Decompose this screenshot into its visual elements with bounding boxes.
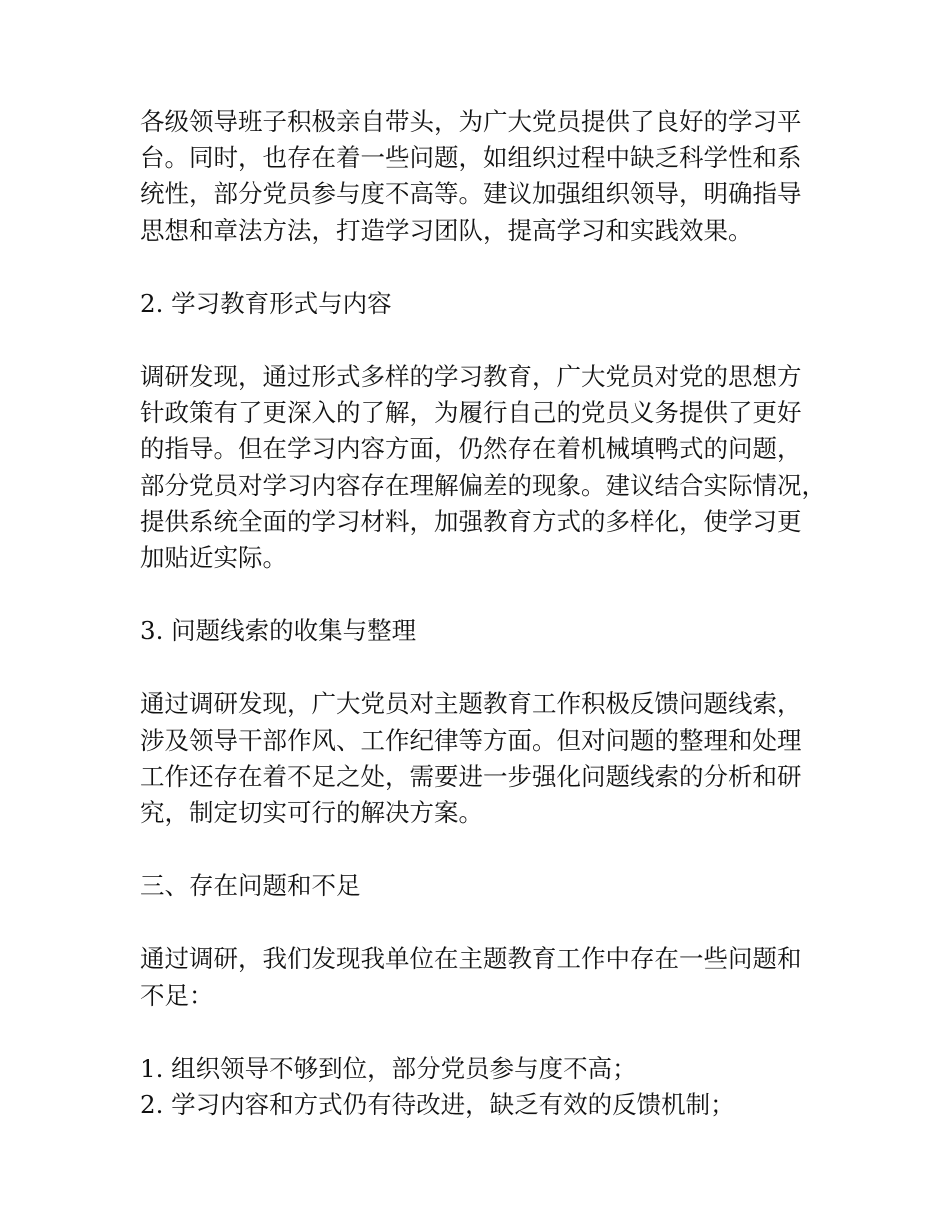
paragraph-line: 思想和章法方法，打造学习团队，提高学习和实践效果。 — [140, 215, 753, 245]
paragraph-line: 提供系统全面的学习材料，加强教育方式的多样化，使学习更 — [140, 506, 802, 536]
list-item: 1. 组织领导不够到位，部分党员参与度不高； — [140, 1053, 637, 1083]
paragraph-line: 涉及领导干部作风、工作纪律等方面。但对问题的整理和处理 — [140, 725, 802, 755]
section-heading-2: 2. 学习教育形式与内容 — [140, 288, 392, 318]
paragraph-line: 统性，部分党员参与度不高等。建议加强组织领导，明确指导 — [140, 179, 802, 209]
paragraph-line: 针政策有了更深入的了解，为履行自己的党员义务提供了更好 — [140, 398, 802, 428]
list-item: 2. 学习内容和方式仍有待改进，缺乏有效的反馈机制； — [140, 1090, 735, 1120]
paragraph-line: 的指导。但在学习内容方面，仍然存在着机械填鸭式的问题， — [140, 434, 802, 464]
paragraph-line: 调研发现，通过形式多样的学习教育，广大党员对党的思想方 — [140, 362, 802, 392]
section-heading-problems: 三、存在问题和不足 — [140, 871, 361, 901]
paragraph-line: 不足： — [140, 980, 214, 1010]
paragraph-line: 通过调研发现，广大党员对主题教育工作积极反馈问题线索， — [140, 689, 802, 719]
paragraph-line: 各级领导班子积极亲自带头，为广大党员提供了良好的学习平 — [140, 107, 802, 136]
paragraph-problems-intro — [140, 941, 830, 1013]
paragraph-line: 加贴近实际。 — [140, 543, 287, 573]
problem-list — [140, 1051, 830, 1123]
paragraph-line: 部分党员对学习内容存在理解偏差的现象。建议结合实际情况， — [140, 470, 826, 500]
paragraph-line: 工作还存在着不足之处，需要进一步强化问题线索的分析和研 — [140, 761, 802, 791]
paragraph-learning-forms — [140, 359, 830, 576]
paragraph-line: 通过调研，我们发现我单位在主题教育工作中存在一些问题和 — [140, 944, 802, 974]
paragraph-clues — [140, 686, 830, 831]
section-heading-3: 3. 问题线索的收集与整理 — [140, 616, 417, 646]
paragraph-leadership — [140, 104, 830, 249]
document-page — [140, 104, 830, 1123]
paragraph-line: 台。同时，也存在着一些问题，如组织过程中缺乏科学性和系 — [140, 143, 802, 173]
paragraph-line: 究，制定切实可行的解决方案。 — [140, 798, 483, 828]
